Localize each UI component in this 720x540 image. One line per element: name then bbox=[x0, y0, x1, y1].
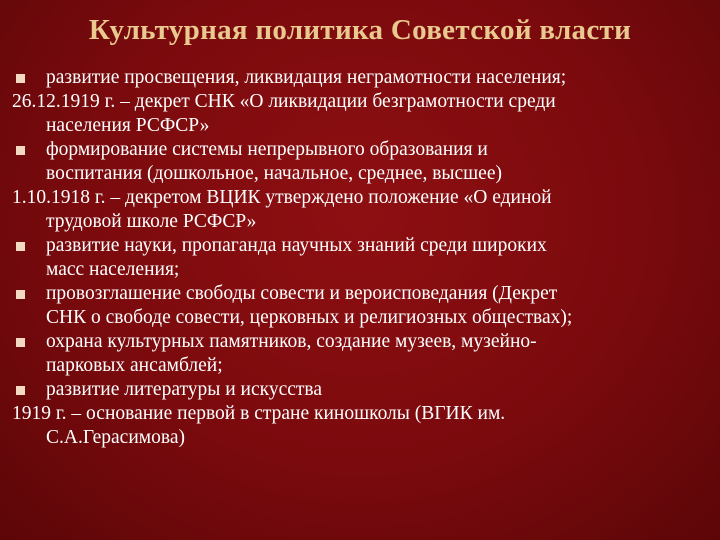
line-text: парковых ансамблей; bbox=[46, 355, 223, 376]
bullet-item bbox=[12, 138, 712, 162]
text-line bbox=[12, 90, 712, 114]
bullet-text: развитие науки, пропаганда научных знаний среди широких bbox=[46, 235, 547, 256]
indented-line bbox=[12, 114, 712, 138]
line-text: 1.10.1918 г. – декретом ВЦИК утверждено положение «О единой bbox=[12, 187, 552, 208]
text-line bbox=[12, 186, 712, 210]
slide-title: Культурная политика Советской власти bbox=[88, 14, 632, 46]
square-bullet-icon bbox=[16, 386, 25, 395]
square-bullet-icon bbox=[16, 242, 25, 251]
bullet-text: развитие литературы и искусства bbox=[46, 379, 323, 400]
indented-line bbox=[12, 306, 712, 330]
indented-line bbox=[12, 210, 712, 234]
bullet-item bbox=[12, 282, 712, 306]
indented-line bbox=[12, 354, 712, 378]
line-text: воспитания (дошкольное, начальное, среднее, высшее) bbox=[46, 163, 502, 184]
bullet-item bbox=[12, 378, 712, 402]
indented-line bbox=[12, 162, 712, 186]
line-text: трудовой школе РСФСР» bbox=[46, 211, 257, 232]
bullet-text: провозглашение свободы совести и вероисповедания (Декрет bbox=[46, 283, 558, 304]
bullet-text: формирование системы непрерывного образования и bbox=[46, 139, 488, 160]
line-text: 1919 г. – основание первой в стране киношколы (ВГИК им. bbox=[12, 403, 506, 424]
bullet-text: охрана культурных памятников, создание музеев, музейно- bbox=[46, 331, 537, 352]
bullet-text: развитие просвещения, ликвидация неграмотности населения; bbox=[46, 67, 567, 88]
square-bullet-icon bbox=[16, 338, 25, 347]
indented-line bbox=[12, 258, 712, 282]
square-bullet-icon bbox=[16, 74, 25, 83]
line-text: масс населения; bbox=[46, 259, 180, 280]
line-text: 26.12.1919 г. – декрет СНК «О ликвидации безграмотности среди bbox=[12, 91, 556, 112]
bullet-item bbox=[12, 66, 712, 90]
indented-line bbox=[12, 426, 712, 450]
bullet-item bbox=[12, 234, 712, 258]
line-text: СНК о свободе совести, церковных и религиозных обществах); bbox=[46, 307, 573, 328]
bullet-item bbox=[12, 330, 712, 354]
square-bullet-icon bbox=[16, 146, 25, 155]
slide-content bbox=[12, 66, 712, 450]
line-text: С.А.Герасимова) bbox=[46, 427, 185, 448]
line-text: населения РСФСР» bbox=[46, 115, 210, 136]
text-line bbox=[12, 402, 712, 426]
square-bullet-icon bbox=[16, 290, 25, 299]
